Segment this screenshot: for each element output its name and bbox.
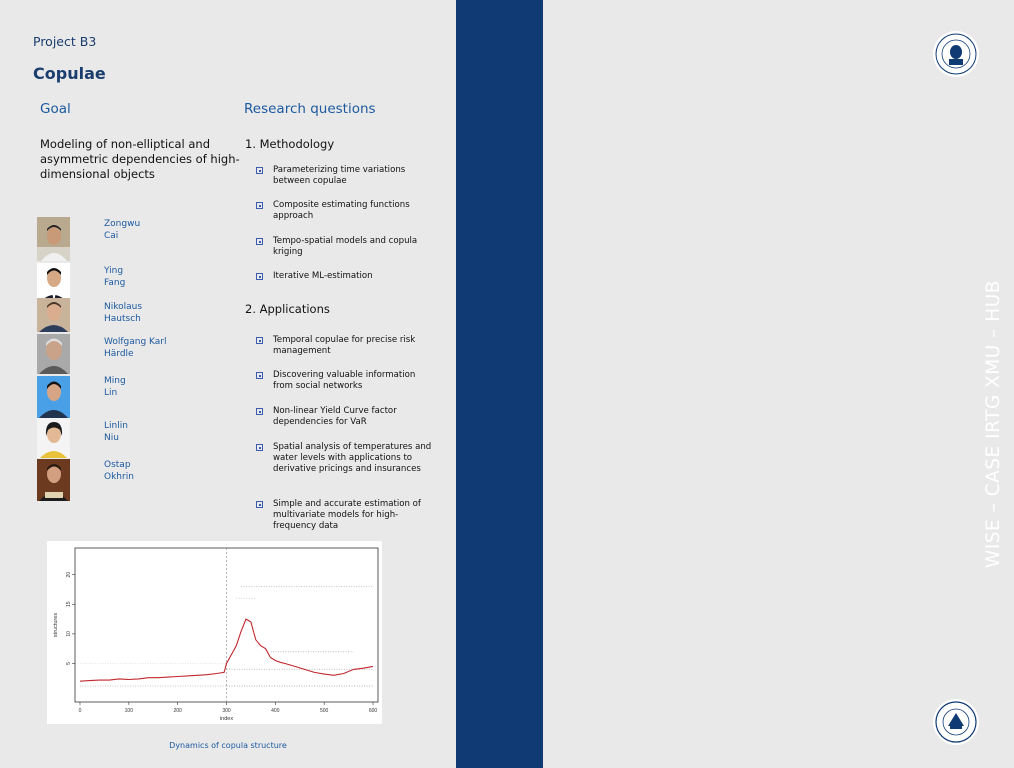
list-item: Discovering valuable information from social networks	[256, 370, 436, 392]
goal-heading: Goal	[40, 101, 71, 117]
photo-nikolaus-hautsch	[37, 298, 70, 332]
person-name: Linlin Niu	[104, 421, 128, 443]
bullet-icon	[256, 501, 263, 508]
bullet-icon	[256, 238, 263, 245]
bullet-icon	[256, 337, 263, 344]
list-item: Non-linear Yield Curve factor dependencies for VaR	[256, 406, 436, 428]
person-name: Nikolaus Hautsch	[104, 302, 143, 324]
x-tick-label: 600	[368, 708, 378, 714]
x-tick-label: 500	[319, 708, 329, 714]
y-tick-label: 5	[66, 662, 72, 665]
y-tick-label: 10	[66, 631, 72, 637]
list-item: Simple and accurate estimation of multivariate models for high-frequency data	[256, 499, 436, 532]
bullet-icon	[256, 167, 263, 174]
bullet-icon	[256, 408, 263, 415]
x-tick-label: 100	[124, 708, 134, 714]
list-item: Iterative ML-estimation	[256, 271, 436, 282]
bullet-icon	[256, 372, 263, 379]
person-name: Wolfgang Karl Härdle	[104, 337, 167, 359]
section-applications: 2. Applications	[245, 302, 330, 316]
person-name: Ostap Okhrin	[104, 460, 134, 482]
list-item: Parameterizing time variations between copulae	[256, 165, 436, 187]
photo-ying-fang	[37, 263, 70, 303]
x-tick-label: 300	[222, 708, 231, 714]
photo-ming-lin	[37, 376, 70, 418]
poster-title: Copulae	[33, 64, 106, 83]
bullet-icon	[256, 202, 263, 209]
photo-zongwu-cai	[37, 217, 70, 261]
x-axis-label: index	[219, 716, 234, 722]
y-axis-label: structures	[53, 612, 59, 638]
list-item: Temporal copulae for precise risk management	[256, 335, 436, 357]
photo-wolfgang-karl-hardle	[37, 334, 70, 374]
section-methodology: 1. Methodology	[245, 137, 335, 151]
y-tick-label: 15	[66, 601, 72, 608]
sidebar	[456, 0, 1004, 768]
x-tick-label: 400	[271, 708, 280, 714]
list-item: Composite estimating functions approach	[256, 200, 436, 222]
x-tick-label: 0	[78, 708, 82, 714]
xmu-seal-icon	[932, 698, 980, 746]
figure-caption: Dynamics of copula structure	[169, 741, 287, 750]
person-name: Ying Fang	[104, 266, 126, 288]
copula-structure-chart	[47, 541, 382, 724]
list-item: Tempo-spatial models and copula kriging	[256, 236, 436, 258]
poster-main	[0, 0, 456, 768]
x-tick-label: 200	[173, 708, 182, 714]
vertical-title: WISE – CASE IRTG XMU – HUB	[983, 280, 1004, 568]
project-label: Project B3	[33, 34, 97, 49]
list-item: Spatial analysis of temperatures and water levels with applications to derivative pricings and insurances	[256, 442, 436, 475]
bullet-icon	[256, 273, 263, 280]
photo-linlin-niu	[37, 418, 70, 458]
person-name: Ming Lin	[104, 376, 126, 398]
research-heading: Research questions	[244, 101, 376, 117]
plot-background	[47, 541, 382, 724]
university-seal-icon	[932, 30, 980, 78]
photo-ostap-okhrin	[37, 459, 70, 501]
goal-text: Modeling of non-elliptical and asymmetric dependencies of high-dimensional objects	[40, 137, 240, 181]
y-tick-label: 20	[66, 571, 72, 578]
person-name: Zongwu Cai	[104, 219, 141, 241]
bullet-icon	[256, 444, 263, 451]
